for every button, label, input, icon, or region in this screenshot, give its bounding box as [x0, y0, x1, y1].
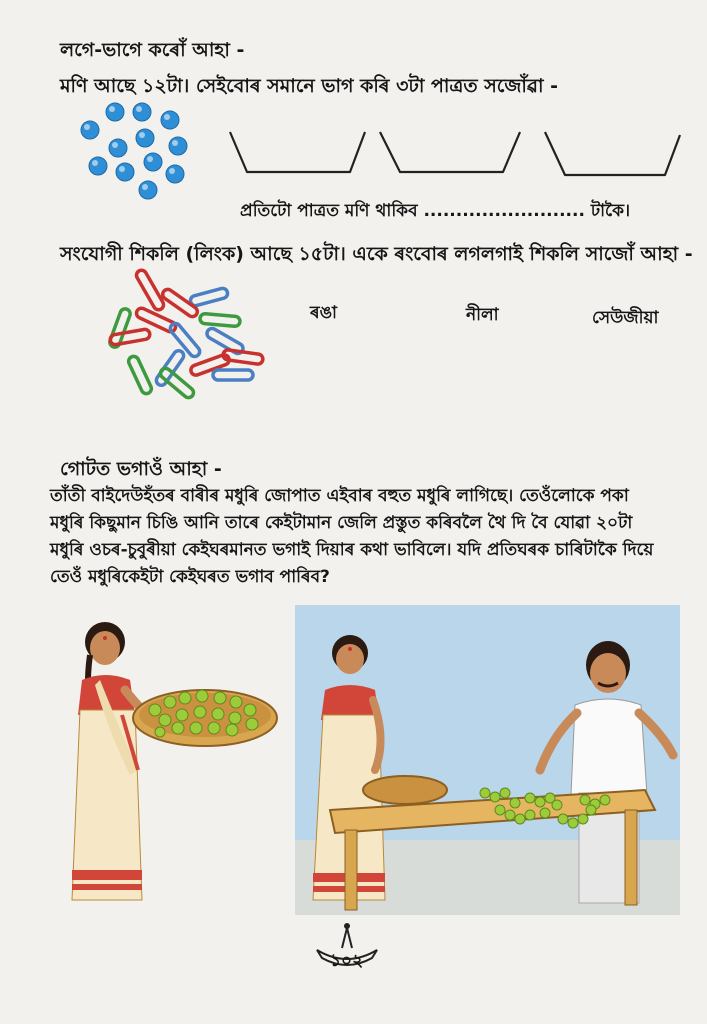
section1-answer-prompt: প্ৰতিটো পাত্ৰত মণি থাকিব ......................... টাকৈ। [240, 201, 631, 221]
section3-paragraph [50, 483, 690, 591]
section1-heading: লগে-ভাগে কৰোঁ আহা - [60, 39, 245, 61]
bead [136, 129, 154, 147]
bead [133, 103, 151, 121]
link-blue [213, 370, 253, 380]
paper-clip-links-illustration [105, 270, 275, 405]
container-3 [545, 132, 680, 175]
color-label-green: সেউজীয়া [592, 308, 659, 328]
bead [144, 153, 162, 171]
bead [166, 165, 184, 183]
bead [109, 139, 127, 157]
bead [139, 181, 157, 199]
sharing-guavas-at-table-illustration [295, 605, 680, 915]
bead [106, 103, 124, 121]
woman-with-guava-tray-illustration [60, 620, 285, 905]
bead [169, 137, 187, 155]
bead [161, 111, 179, 129]
paragraph-line: তেওঁ মধুৰিকেইটা কেইঘৰত ভগাব পাৰিব? [50, 567, 330, 587]
section1-instruction: মণি আছে ১২টা। সেইবোৰ সমানে ভাগ কৰি ৩টা পাত্ৰত সজোঁৱা - [60, 75, 559, 97]
paragraph-line: মধুৰি কিছুমান চিঙি আনি তাৰে কেইটামান জেলি প্ৰস্তুত কৰিবলৈ থৈ দি বৈ যোৱা ২০টা [50, 513, 633, 533]
link-green [200, 313, 241, 326]
link-red [135, 268, 166, 311]
color-label-blue: নীলা [466, 305, 499, 325]
link-red [109, 329, 150, 346]
paragraph-line: তাঁতী বাইদেউহঁতৰ বাৰীৰ মধুৰি জোপাত এইবাৰ বহুত মধুৰি লাগিছে। তেওঁলোকে পকা [50, 486, 629, 506]
containers-illustration [225, 120, 685, 195]
bead [116, 163, 134, 181]
beads-illustration [70, 100, 200, 205]
section3-heading: গোটত ভগাওঁ আহা - [60, 458, 222, 480]
link-red [161, 287, 200, 318]
bead [89, 157, 107, 175]
link-green [127, 355, 153, 395]
container-2 [380, 132, 520, 172]
section2-instruction: সংযোগী শিকলি (লিংক) আছে ১৫টা। একে ৰংবোৰ লগলগাই শিকলি সাজোঁ আহা - [60, 243, 693, 265]
color-label-red: ৰঙা [310, 303, 337, 323]
bead [81, 121, 99, 139]
paragraph-line: মধুৰি ওচৰ-চুবুৰীয়া কেইঘৰমানত ভগাই দিয়াৰ কথা ভাবিলে। যদি প্ৰতিঘৰক চাৰিটাকৈ দিয়ে [50, 540, 654, 560]
page-number: ১০২ [330, 951, 364, 971]
link-blue [189, 287, 228, 306]
container-1 [230, 132, 365, 172]
